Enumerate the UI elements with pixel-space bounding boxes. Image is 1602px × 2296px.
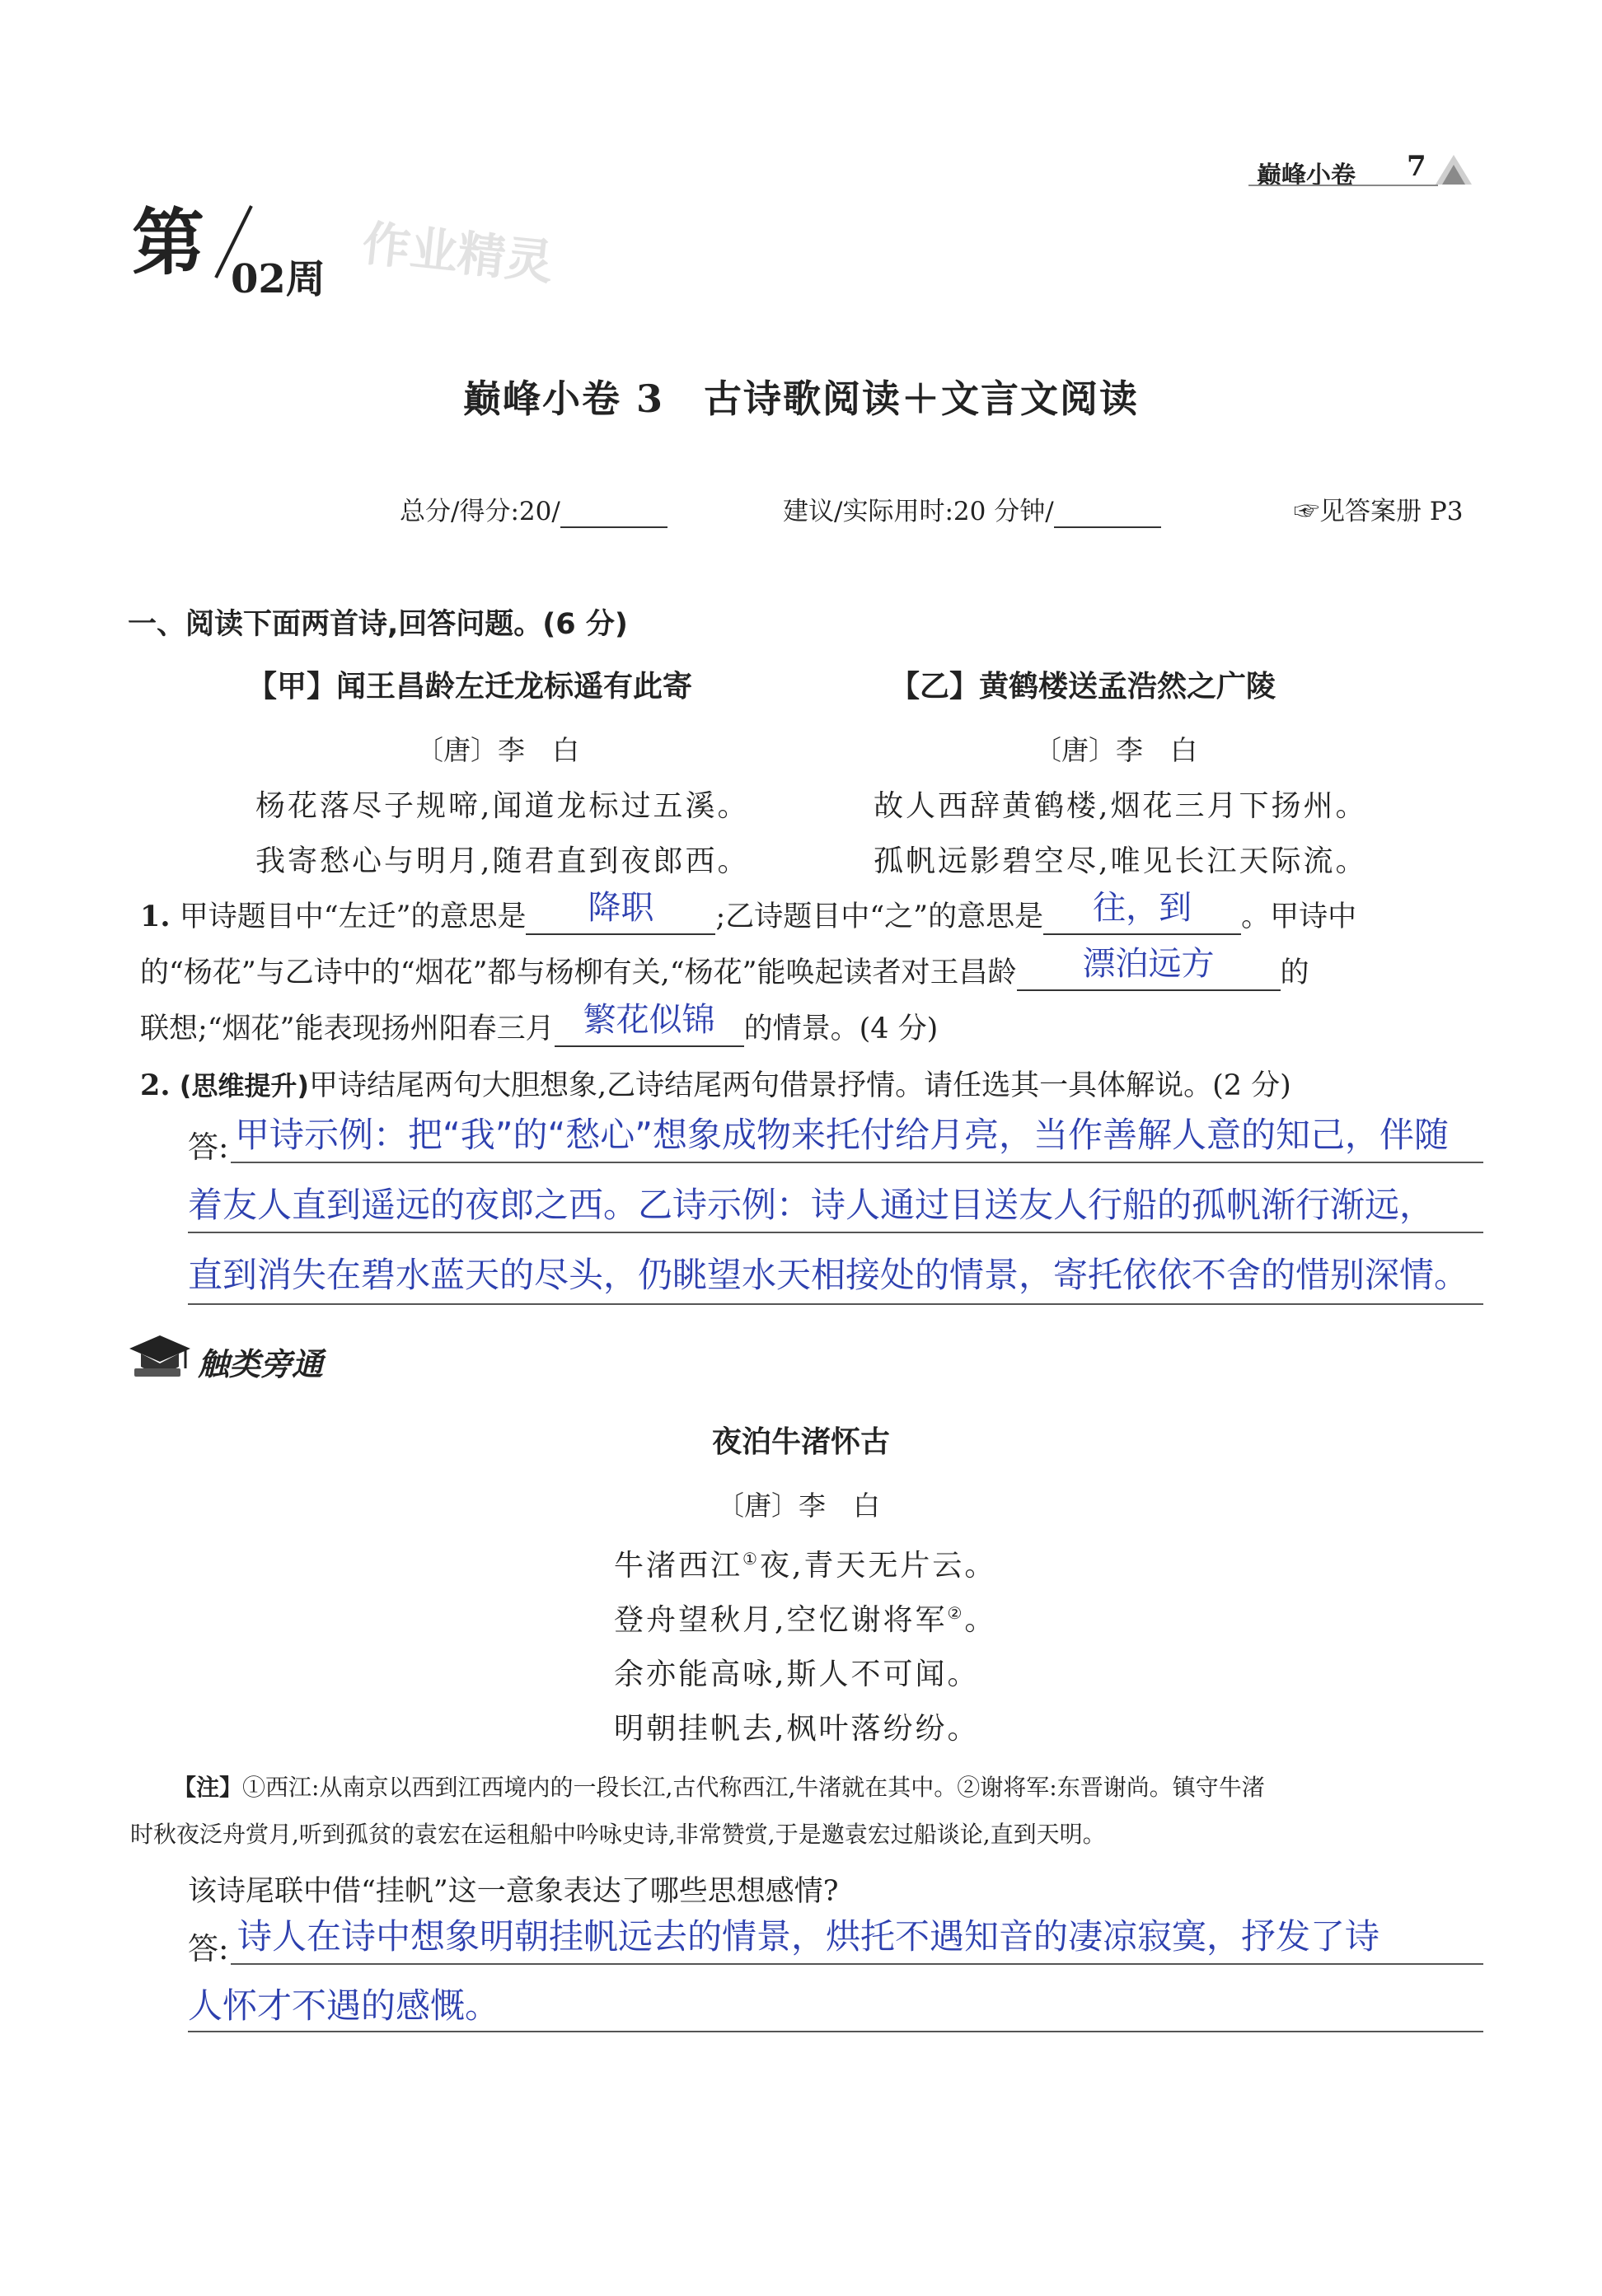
answer-line: 诗人在诗中想象明朝挂帆远去的情景，烘托不遇知音的凄凉寂寞，抒发了诗 [237,1916,1380,1957]
extension-poem-line: 牛渚西江①夜,青天无片云。 [614,1549,997,1583]
poem-b-title: 【乙】黄鹤楼送孟浩然之广陵 [890,670,1276,704]
answer-rule [231,1963,1483,1965]
poem-b-author: 〔唐〕李 白 [1034,734,1197,766]
note-line-1: 【注】①西江:从南京以西到江西境内的一段长江,古代称西江,牛渚就在其中。②谢将军:东晋谢尚。镇守牛渚 [173,1774,1265,1801]
answer-blank-zhi[interactable]: 往，到 [1043,900,1241,935]
extension-question: 该诗尾联中借“挂帆”这一意象表达了哪些思想感情? [188,1875,839,1908]
score-field: 总分/得分:20/ [400,490,668,528]
watermark: 作业精灵 [359,215,556,291]
answer-blank-yanhua[interactable]: 繁花似锦 [555,1012,744,1047]
extension-label: 触类旁通 [198,1346,324,1382]
answer-blank-yanghua[interactable]: 漂泊远方 [1017,956,1281,991]
page-title: 巅峰小卷 3 古诗歌阅读＋文言文阅读 [462,376,1140,421]
answer-reference: ☞见答案册 P3 [1294,497,1464,526]
question-1-line-2: 的“杨花”与乙诗中的“烟花”都与杨柳有关,“杨花”能唤起读者对王昌龄 漂泊远方 的 [140,945,1309,989]
extension-poem-line: 登舟望秋月,空忆谢将军②。 [614,1603,997,1637]
book-label: 巅峰小卷 [1257,161,1356,190]
extension-poem-line: 余亦能高咏,斯人不可闻。 [614,1658,980,1691]
extension-poem-line: 明朝挂帆去,枫叶落纷纷。 [614,1712,980,1746]
week-prefix: 第 [132,199,205,285]
poem-a-title: 【甲】闻王昌龄左迁龙标遥有此寄 [247,670,693,704]
answer-label: 答: [188,1129,229,1165]
poem-a-line: 杨花落尽子规啼,闻道龙标过五溪。 [255,789,750,823]
answer-rule [188,2031,1483,2032]
graduation-cap-icon [128,1330,192,1382]
header-rule [1248,185,1438,186]
question-1-line-1: 1. 甲诗题目中“左迁”的意思是 降职 ;乙诗题目中“之”的意思是 往，到 。甲诗中 [140,889,1357,933]
time-blank[interactable] [1054,497,1161,528]
answer-label: 答: [188,1931,229,1966]
poem-b-line: 故人西辞黄鹤楼,烟花三月下扬州。 [874,789,1368,823]
answer-line: 甲诗示例：把“我”的“愁心”想象成物来托付给月亮，当作善解人意的知己，伴随 [235,1115,1450,1155]
question-1-line-3: 联想;“烟花”能表现扬州阳春三月 繁花似锦 的情景。(4 分) [140,1001,939,1045]
time-field: 建议/实际用时:20 分钟/ [783,490,1161,528]
answer-rule [188,1303,1483,1305]
poem-a-author: 〔唐〕李 白 [416,734,579,766]
corner-triangle-icon [1434,153,1473,186]
answer-rule [231,1162,1483,1163]
extension-poem-title: 夜泊牛渚怀古 [711,1425,890,1459]
answer-blank-zuoqian[interactable]: 降职 [526,900,715,935]
score-blank[interactable] [560,497,668,528]
extension-poem-author: 〔唐〕李 白 [717,1489,880,1522]
poem-b-line: 孤帆远影碧空尽,唯见长江天际流。 [874,844,1368,878]
note-line-2: 时秋夜泛舟赏月,听到孤贫的袁宏在运租船中吟咏史诗,非常赞赏,于是邀袁宏过船谈论,直到天明。 [130,1821,1106,1848]
section-heading: 一、阅读下面两首诗,回答问题。(6 分) [128,608,628,641]
page-number: 7 [1407,150,1426,183]
answer-line: 着友人直到遥远的夜郎之西。乙诗示例：诗人通过目送友人行船的孤帆渐行渐远， [188,1185,1435,1225]
week-number: 02周 [231,256,326,302]
poem-a-line: 我寄愁心与明月,随君直到夜郎西。 [255,844,750,878]
question-2-prompt: 2. (思维提升)甲诗结尾两句大胆想象,乙诗结尾两句借景抒情。请任选其一具体解说。(2 分) [140,1069,1291,1102]
answer-line: 人怀才不遇的感慨。 [188,1985,500,2026]
answer-rule [188,1232,1483,1233]
answer-line: 直到消失在碧水蓝天的尽头，仍眺望水天相接处的情景，寄托依依不舍的惜别深情。 [188,1255,1469,1295]
